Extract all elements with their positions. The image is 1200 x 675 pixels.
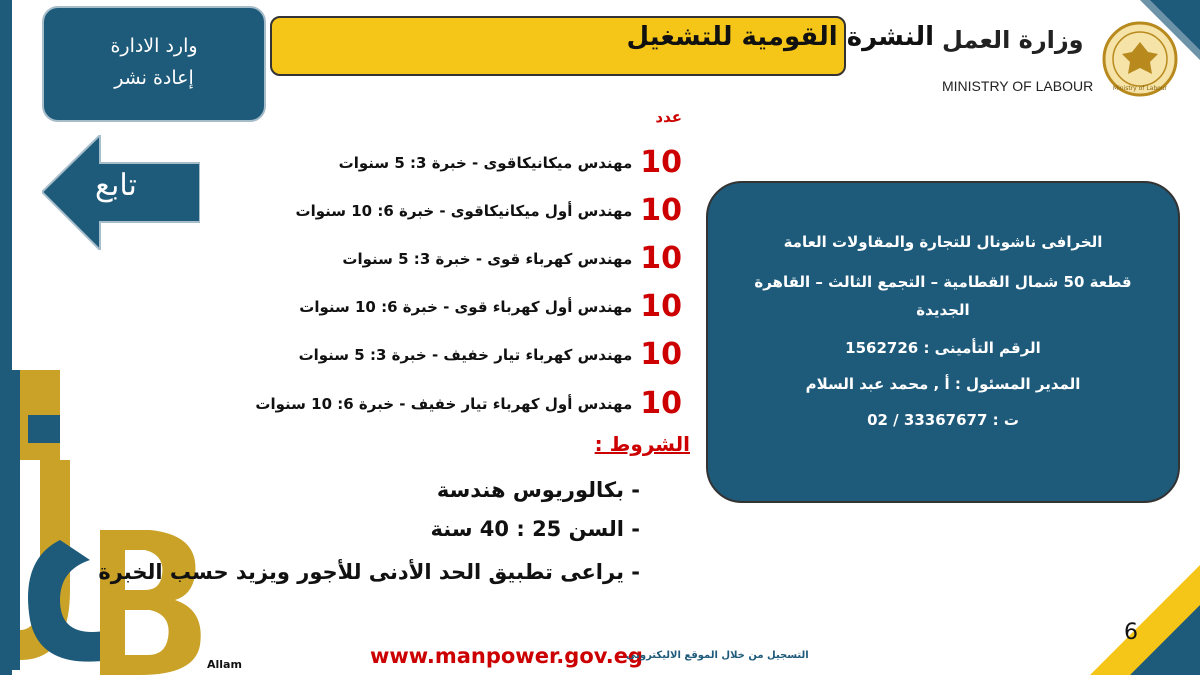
conditions-title: الشروط : [594,432,690,456]
ministry-logo [940,18,1180,100]
condition-item: - بكالوريوس هندسة [436,478,640,502]
company-manager: المدير المسئول : أ , محمد عبد السلام [805,375,1081,393]
job-title: مهندس أول ميكانيكاقوى - خبرة 6: 10 سنوات [295,201,633,220]
logo-arabic: وزارة العمل [942,26,1084,54]
job-title: مهندس كهرباء قوى - خبرة 3: 5 سنوات [342,249,633,268]
job-row-3 [342,241,682,276]
footer-url[interactable]: www.manpower.gov.eg [370,644,643,668]
job-title: مهندس أول كهرباء قوى - خبرة 6: 10 سنوات [299,297,633,316]
job-row-2 [296,193,682,228]
job-row-1 [339,145,682,180]
condition-item: - السن 25 : 40 سنة [430,517,640,541]
company-name: الخرافى ناشونال للتجارة والمقاولات العامة [783,233,1103,251]
company-info-box [706,181,1180,503]
job-count: 10 [640,386,682,421]
company-insurance: الرقم التأمينى : 1562726 [845,339,1041,357]
company-address-line2: الجديدة [916,301,970,319]
footer-note: التسجيل من خلال الموقع الاليكترونى [626,650,809,661]
company-address-line1: قطعة 50 شمال القطامية – التجمع الثالث – القاهرة [754,273,1132,291]
page-number: 6 [1124,620,1138,645]
job-row-4 [299,289,682,324]
decorative-letters [0,360,230,675]
republished-line2: إعادة نشر [114,67,194,89]
author-name: Allam [207,658,242,671]
seal-text: Ministry of Labour [1112,85,1168,92]
job-title: مهندس كهرباء تيار خفيف - خبرة 3: 5 سنوات [298,345,633,364]
job-title: مهندس ميكانيكاقوى - خبرة 3: 5 سنوات [338,153,633,172]
job-row-6 [255,386,682,421]
job-count: 10 [640,241,682,276]
job-count: 10 [640,337,682,372]
logo-english: MINISTRY OF LABOUR [942,78,1094,94]
republished-box [42,6,266,122]
condition-item: - يراعى تطبيق الحد الأدنى للأجور ويزيد حسب الخبرة [98,560,640,584]
eagle-seal-icon [1102,18,1178,100]
corner-decoration-bottom [1090,565,1200,675]
count-header: عدد [655,108,682,126]
job-count: 10 [640,289,682,324]
job-title: مهندس أول كهرباء تيار خفيف - خبرة 6: 10 سنوات [255,394,633,413]
company-phone: ت : 33367677 / 02 [867,411,1019,429]
banner-title: النشرة القومية للتشغيل [626,22,934,52]
continue-label[interactable]: تابع [95,168,137,203]
job-count: 10 [640,193,682,228]
job-count: 10 [640,145,682,180]
job-row-5 [299,337,682,372]
republished-line1: وارد الادارة [110,35,198,57]
